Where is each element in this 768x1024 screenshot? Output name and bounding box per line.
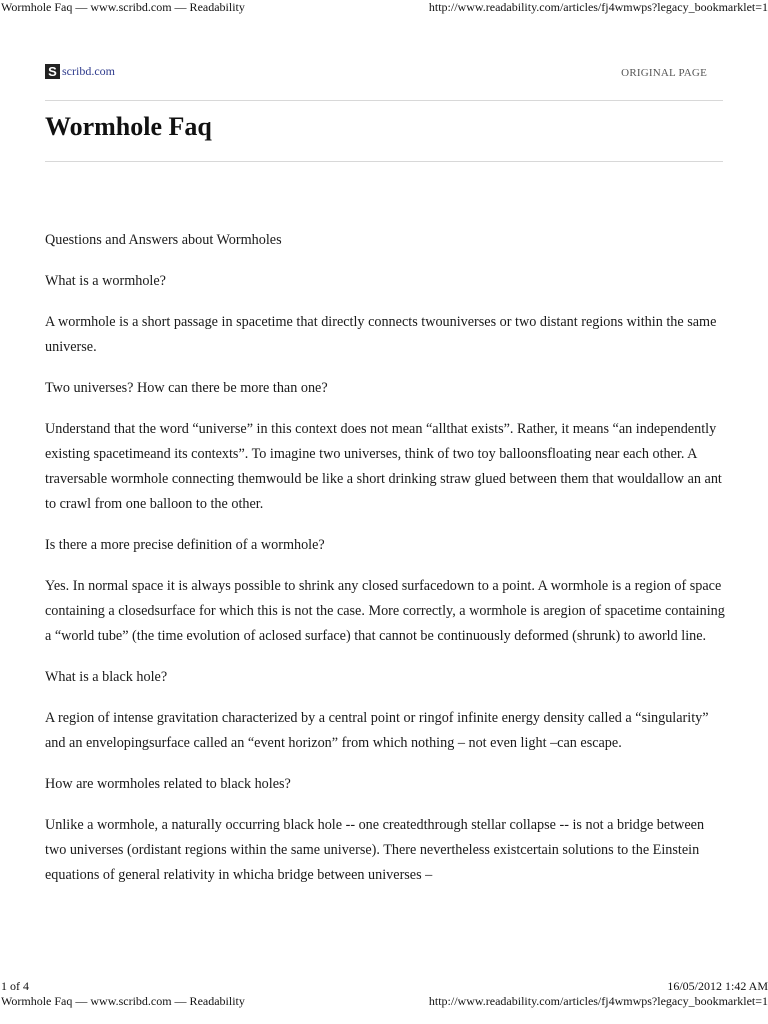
article-paragraph: Questions and Answers about Wormholes [45,232,282,248]
article-paragraph: Is there a more precise definition of a wormhole? [45,537,325,553]
original-page-link[interactable]: ORIGINAL PAGE [621,67,707,79]
print-datetime: 16/05/2012 1:42 AM [667,979,768,993]
article-paragraph: What is a wormhole? [45,273,166,289]
title-block [45,100,723,162]
print-header-title: Wormhole Faq — www.scribd.com — Readability [1,0,245,14]
print-footer-meta [0,979,768,995]
scribd-logo-icon: S [45,64,60,79]
article-title: Wormhole Faq [45,112,212,141]
print-footer-url: http://www.readability.com/articles/fj4wmwps?legacy_bookmarklet=1 [428,994,768,1008]
article-paragraph: Yes. In normal space it is always possible to shrink any closed surfacedown to a point. A wormhole is a region of space containing a closedsurface for which this is not the case. More correctly, a wormhole is aregion of spacetime containing a “world tube” (the time evolution of aclosed surface) that cannot be continuously deformed (shrunk) to aworld line. [45,578,725,644]
article-body [45,228,725,904]
article-paragraph: A region of intense gravitation characterized by a central point or ringof infinite energy density called a “singularity” and an envelopingsurface called an “event horizon” from which nothing – not even light –can escape. [45,710,709,751]
article-paragraph: What is a black hole? [45,669,168,685]
article-paragraph: Unlike a wormhole, a naturally occurring black hole -- one createdthrough stellar collapse -- is not a bridge between two universes (ordistant regions within the same universe). There nevertheless existcertain solutions to the Einstein equations of general relativity in whicha bridge between universes – [45,817,705,883]
print-footer [0,994,768,1010]
article-paragraph: A wormhole is a short passage in spacetime that directly connects twouniverses or two distant regions within the same universe. [45,314,717,355]
article-masthead [45,62,723,101]
article-paragraph: Two universes? How can there be more than one? [45,380,328,396]
source-link[interactable]: scribd.com [62,64,115,78]
article-paragraph: Understand that the word “universe” in this context does not mean “allthat exists”. Rather, it means “an independently existing spacetimeand its contexts”. To imagine two universes, think of two toy balloonsfloating near each other. A traversable wormhole connecting themwould be like a short drinking straw glued between them that wouldallow an ant to crawl from one balloon to the other. [45,421,722,512]
article-paragraph: How are wormholes related to black holes? [45,776,291,792]
print-header-url: http://www.readability.com/articles/fj4wmwps?legacy_bookmarklet=1 [428,0,768,14]
print-header [0,0,768,16]
print-footer-title: Wormhole Faq — www.scribd.com — Readability [1,994,245,1008]
source-domain [45,64,115,79]
page-number: 1 of 4 [1,979,29,993]
